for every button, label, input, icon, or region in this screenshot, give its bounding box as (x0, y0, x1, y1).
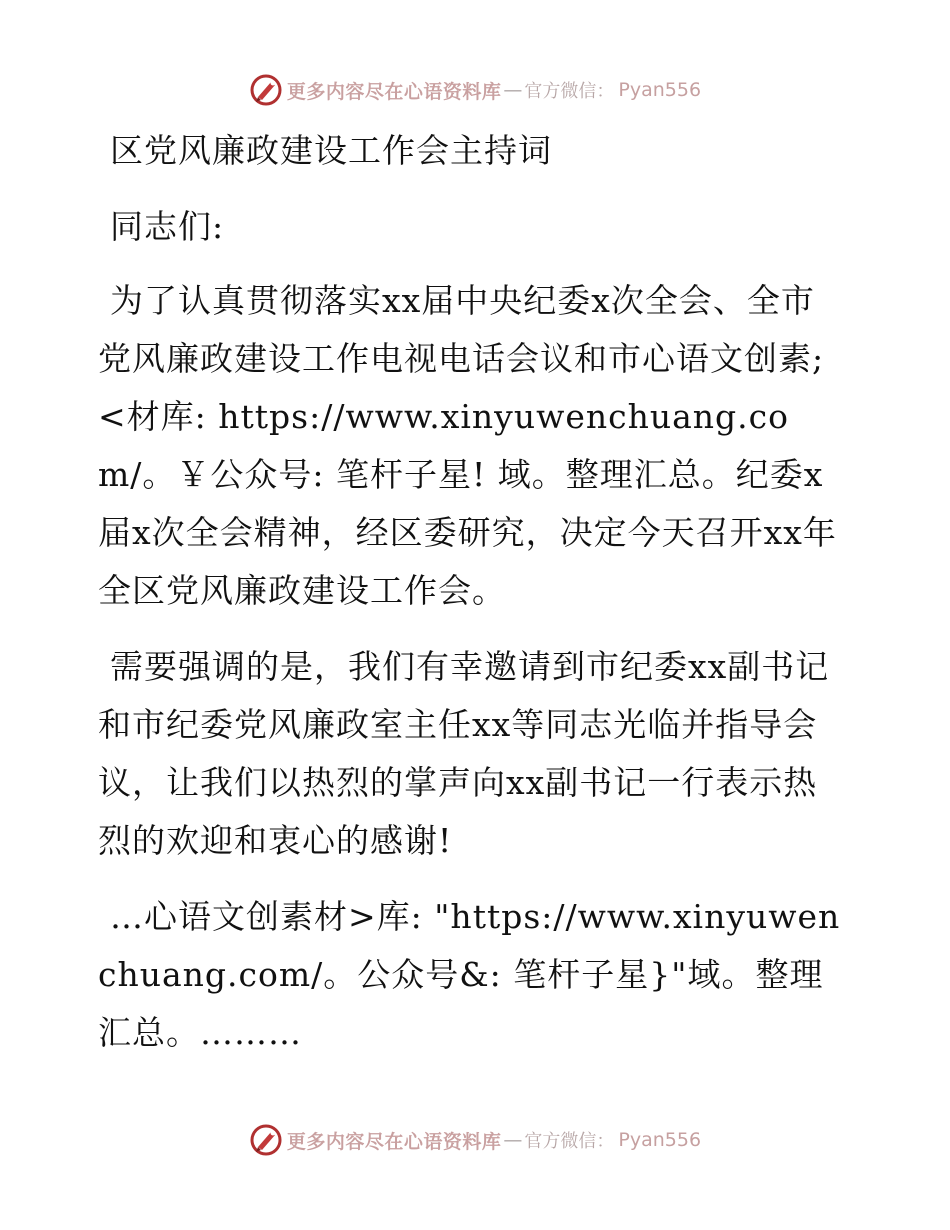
banner-text: 更多内容尽在心语资料库 (286, 80, 502, 103)
banner-separator: — (503, 79, 523, 101)
header-banner (0, 70, 950, 110)
paragraph-1: 为了认真贯彻落实xx届中央纪委x次全会、全市党风廉政建设工作电视电话会议和市心语文创素;<材库: https://www.xinyuwenchuang.com/。￥公众号: 笔杆子星! 域。整理汇总。纪委x届x次全会精神，经区委研究，决定今天召开xx年全区党风廉政建设工作会。 (98, 281, 837, 610)
pen-brand-icon (249, 73, 283, 107)
paragraph-2: 需要强调的是，我们有幸邀请到市纪委xx副书记和市纪委党风廉政室主任xx等同志光临并指导会议，让我们以热烈的掌声向xx副书记一行表示热烈的欢迎和衷心的感谢! (98, 647, 830, 860)
paragraph-3: …心语文创素材>库: "https://www.xinyuwenchuang.com/。公众号&: 笔杆子星}"域。整理汇总。……… (98, 897, 841, 1052)
document-title: 区党风廉政建设工作会主持词 (110, 131, 552, 170)
banner-subtitle: 官方微信： (524, 81, 615, 102)
banner-account: Pyan556 (618, 1129, 702, 1151)
document-body (98, 118, 848, 1062)
footer-banner (0, 1120, 950, 1160)
pen-brand-icon (249, 1123, 283, 1157)
banner-separator: — (503, 1129, 523, 1151)
banner-subtitle: 官方微信： (524, 1131, 615, 1152)
banner-text: 更多内容尽在心语资料库 (286, 1130, 502, 1153)
banner-account: Pyan556 (618, 79, 702, 101)
greeting: 同志们: (110, 207, 225, 246)
